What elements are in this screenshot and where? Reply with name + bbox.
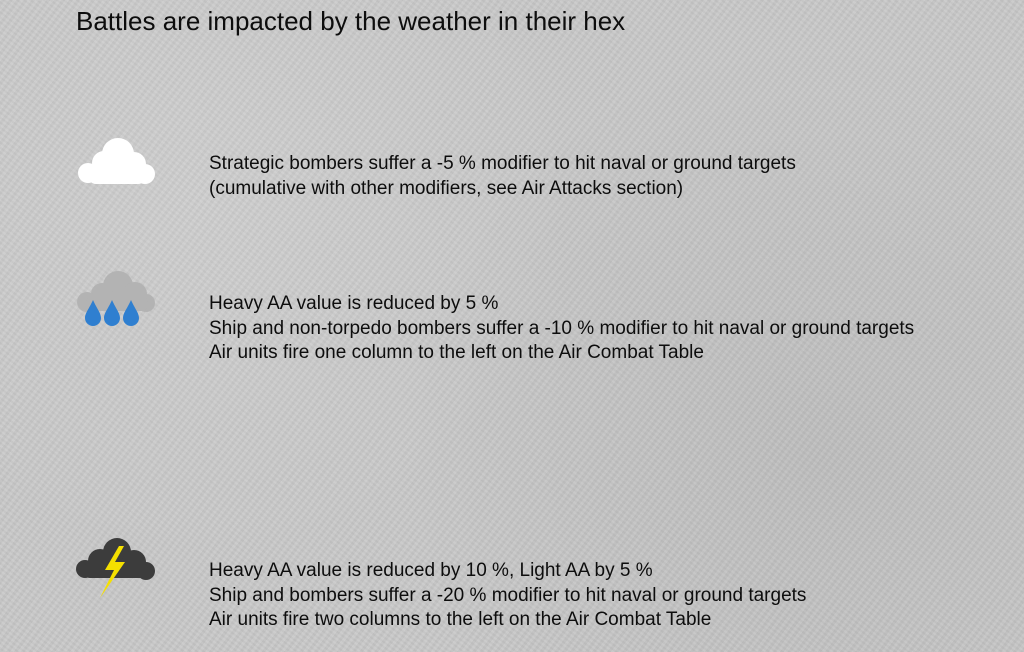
page-title: Battles are impacted by the weather in their hex — [76, 6, 626, 36]
rain-effect-line: Air units fire one column to the left on the Air Combat Table — [209, 342, 704, 363]
cloudy-effect-line: Strategic bombers suffer a -5 % modifier to hit naval or ground targets — [209, 153, 796, 174]
rain-cloud-icon — [74, 268, 158, 338]
rain-effect-line: Ship and non-torpedo bombers suffer a -10 % modifier to hit naval or ground targets — [209, 317, 915, 339]
rain-effects-text — [209, 292, 914, 366]
storm-effect-line: Heavy AA value is reduced by 10 %, Light AA by 5 % — [209, 560, 653, 581]
storm-effect-line: Ship and bombers suffer a -20 % modifier to hit naval or ground targets — [209, 584, 807, 606]
storm-effect-line: Air units fire two columns to the left on the Air Combat Table — [209, 609, 712, 630]
cloudy-effect-line: (cumulative with other modifiers, see Air Attacks section) — [209, 177, 684, 199]
storm-effects-text — [209, 559, 806, 633]
rain-effect-line: Heavy AA value is reduced by 5 % — [209, 293, 499, 314]
cloud-icon — [74, 128, 158, 198]
storm-cloud-icon — [74, 534, 158, 604]
cloudy-effects-text — [209, 152, 796, 201]
